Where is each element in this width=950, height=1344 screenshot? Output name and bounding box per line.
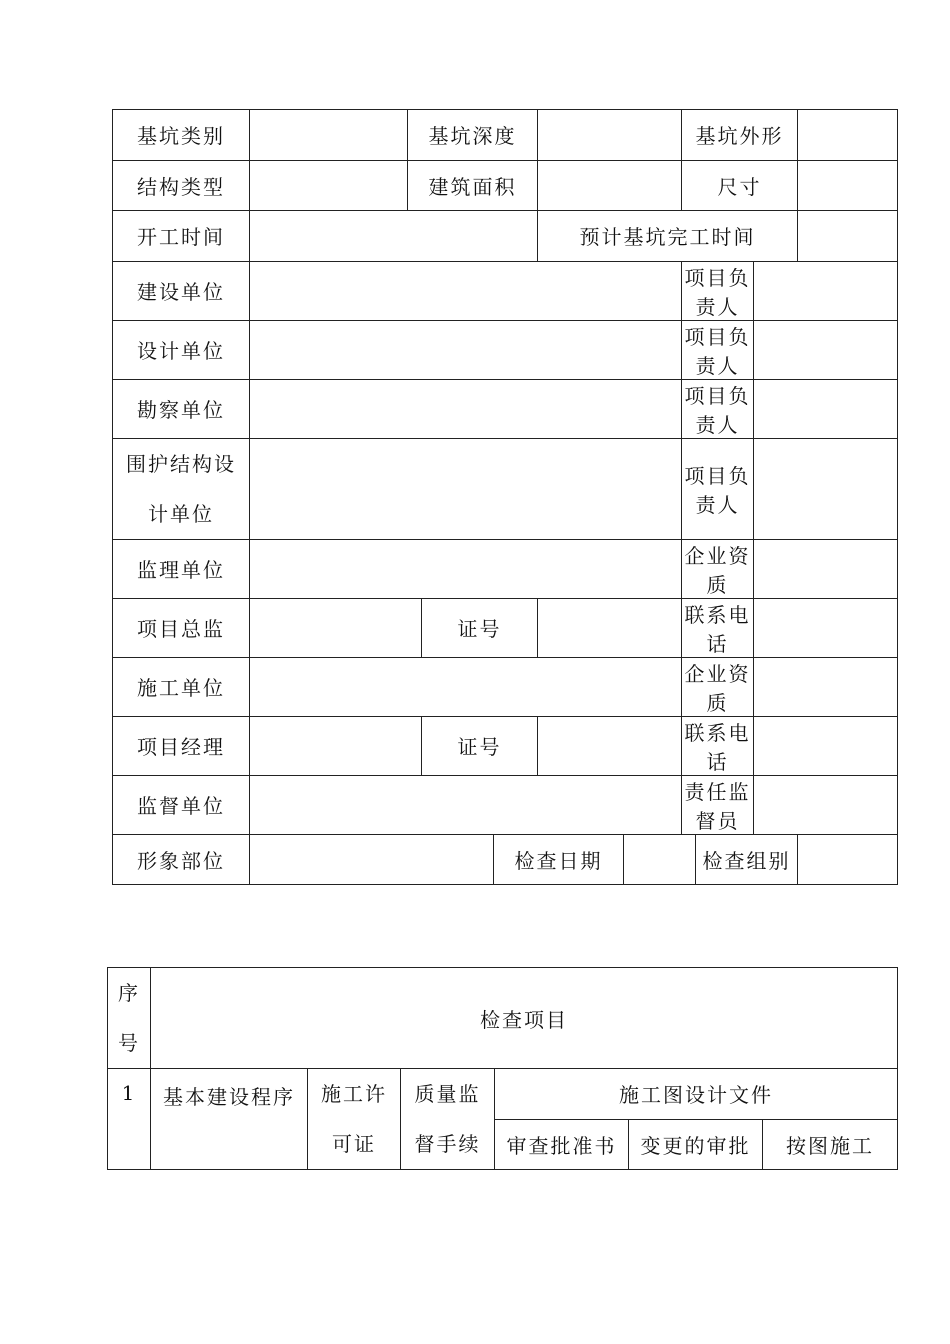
label-inspection-date: 检查日期 [494, 834, 624, 885]
cell-build-per-drawing: 按图施工 [763, 1119, 898, 1170]
table-row [113, 261, 898, 320]
header-inspection-items: 检查项目 [151, 968, 898, 1069]
table-row [113, 834, 898, 885]
table-row [113, 320, 898, 379]
cell-basic-procedure: 基本建设程序 [151, 1069, 308, 1170]
field-contractor-unit[interactable] [250, 657, 682, 716]
label-cert-no: 证号 [422, 598, 538, 657]
field-project-leader[interactable] [754, 438, 898, 539]
label-start-time: 开工时间 [113, 211, 250, 262]
label-progress-position: 形象部位 [113, 834, 250, 885]
label-responsible-inspector: 责任监督员 [682, 775, 754, 834]
label-line-2: 计单位 [148, 501, 214, 526]
label-project-leader: 项目负责人 [682, 379, 754, 438]
label-building-area: 建筑面积 [408, 160, 538, 211]
header-seq-line-1: 序 [118, 981, 140, 1005]
table-row [113, 657, 898, 716]
cell-change-approval: 变更的审批 [629, 1119, 763, 1170]
label-pit-depth: 基坑深度 [408, 110, 538, 161]
label-project-leader: 项目负责人 [682, 438, 754, 539]
label-project-leader: 项目负责人 [682, 320, 754, 379]
field-structure-type[interactable] [250, 160, 408, 211]
field-project-leader[interactable] [754, 261, 898, 320]
field-cert-no[interactable] [538, 598, 682, 657]
field-chief-supervisor[interactable] [250, 598, 422, 657]
table-row [113, 211, 898, 262]
project-info-table [112, 109, 898, 885]
supervision-line-1: 质量监 [414, 1082, 481, 1106]
field-inspection-date[interactable] [624, 834, 696, 885]
label-qualification: 企业资质 [682, 539, 754, 598]
cell-design-documents: 施工图设计文件 [495, 1069, 898, 1120]
label-qualification: 企业资质 [682, 657, 754, 716]
field-project-leader[interactable] [754, 379, 898, 438]
table-row [108, 1069, 898, 1120]
header-seq-no [108, 968, 151, 1069]
field-pit-depth[interactable] [538, 110, 682, 161]
table-row [113, 716, 898, 775]
label-contractor-unit: 施工单位 [113, 657, 250, 716]
field-start-time[interactable] [250, 211, 538, 262]
table-header-row [108, 968, 898, 1069]
field-qualification[interactable] [754, 539, 898, 598]
label-project-leader: 项目负责人 [682, 261, 754, 320]
label-survey-unit: 勘察单位 [113, 379, 250, 438]
table-row [113, 110, 898, 161]
label-pit-shape: 基坑外形 [682, 110, 798, 161]
field-progress-position[interactable] [250, 834, 494, 885]
field-retaining-design-unit[interactable] [250, 438, 682, 539]
field-qualification[interactable] [754, 657, 898, 716]
field-pit-shape[interactable] [798, 110, 898, 161]
field-responsible-inspector[interactable] [754, 775, 898, 834]
label-structure-type: 结构类型 [113, 160, 250, 211]
label-expected-completion: 预计基坑完工时间 [538, 211, 798, 262]
label-design-unit: 设计单位 [113, 320, 250, 379]
field-contact-phone[interactable] [754, 716, 898, 775]
field-design-unit[interactable] [250, 320, 682, 379]
cell-seq-1: 1 [108, 1069, 151, 1170]
field-survey-unit[interactable] [250, 379, 682, 438]
label-retaining-design-unit [113, 438, 250, 539]
label-contact-phone: 联系电话 [682, 598, 754, 657]
field-building-area[interactable] [538, 160, 682, 211]
supervision-line-2: 督手续 [414, 1132, 481, 1156]
label-line-1: 围护结构设 [126, 451, 236, 476]
field-project-leader[interactable] [754, 320, 898, 379]
field-construction-unit[interactable] [250, 261, 682, 320]
field-supervision-unit[interactable] [250, 539, 682, 598]
field-expected-completion[interactable] [798, 211, 898, 262]
field-pit-category[interactable] [250, 110, 408, 161]
table-row [113, 539, 898, 598]
label-oversight-unit: 监督单位 [113, 775, 250, 834]
label-supervision-unit: 监理单位 [113, 539, 250, 598]
permit-line-2: 可证 [332, 1132, 376, 1156]
label-size: 尺寸 [682, 160, 798, 211]
table-row [113, 438, 898, 539]
table-row [113, 775, 898, 834]
header-seq-line-2: 号 [118, 1031, 140, 1055]
label-inspection-group: 检查组别 [696, 834, 798, 885]
field-cert-no[interactable] [538, 716, 682, 775]
table-row [113, 379, 898, 438]
cell-quality-supervision [401, 1069, 495, 1170]
label-pit-category: 基坑类别 [113, 110, 250, 161]
table-row [113, 160, 898, 211]
inspection-items-table [107, 967, 898, 1170]
permit-line-1: 施工许 [321, 1082, 387, 1106]
field-inspection-group[interactable] [798, 834, 898, 885]
field-contact-phone[interactable] [754, 598, 898, 657]
field-size[interactable] [798, 160, 898, 211]
label-cert-no: 证号 [422, 716, 538, 775]
label-chief-supervisor: 项目总监 [113, 598, 250, 657]
cell-construction-permit [308, 1069, 401, 1170]
field-project-manager[interactable] [250, 716, 422, 775]
table-row [113, 598, 898, 657]
cell-review-approval: 审查批准书 [495, 1119, 629, 1170]
label-construction-unit: 建设单位 [113, 261, 250, 320]
label-project-manager: 项目经理 [113, 716, 250, 775]
label-contact-phone: 联系电话 [682, 716, 754, 775]
field-oversight-unit[interactable] [250, 775, 682, 834]
